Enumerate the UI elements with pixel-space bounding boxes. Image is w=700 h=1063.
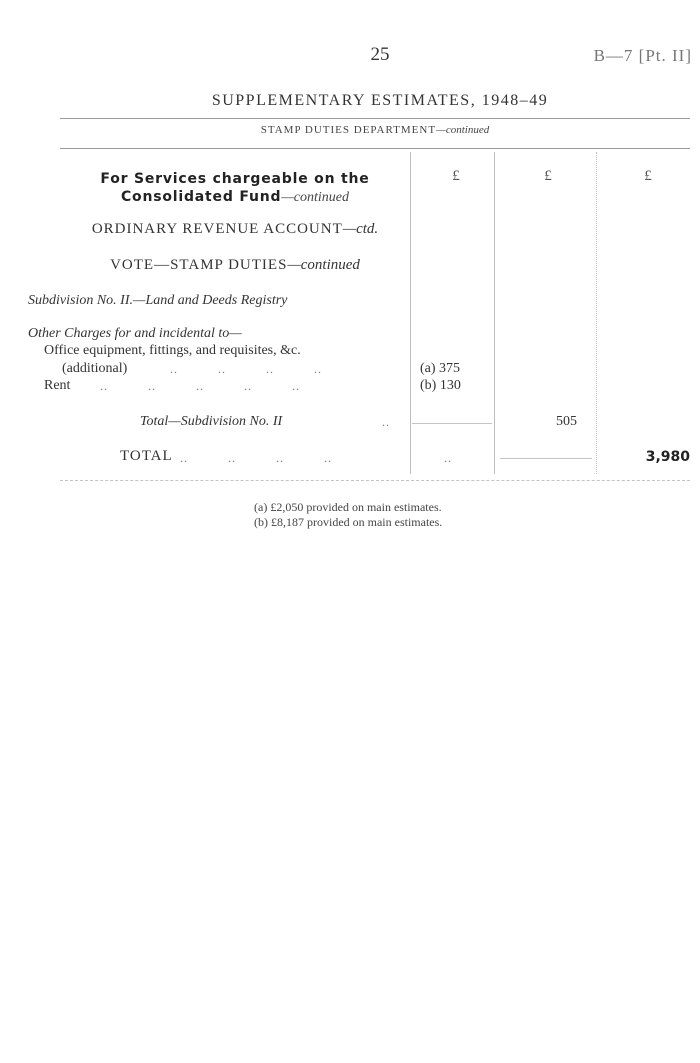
column-divider-1 [410, 152, 411, 474]
leader-dots-4: .. .. .. .. [180, 451, 332, 465]
vote-heading [60, 257, 410, 274]
amount-office-equipment: (a) 375 [420, 361, 461, 376]
account-suffix: —ctd. [342, 221, 379, 237]
leader-dots-3: .. [382, 415, 390, 429]
unit-column-3: £ [644, 168, 652, 184]
unit-column-2: £ [544, 168, 552, 184]
column-divider-3 [596, 152, 597, 474]
table-bottom-rule [60, 480, 690, 481]
page-number: 25 [370, 44, 390, 65]
subdivision-heading: Subdivision No. II.—Land and Deeds Registry [28, 293, 288, 308]
services-heading-suffix: —continued [281, 190, 350, 205]
column-divider-2 [494, 152, 495, 474]
subtotal-rule [412, 423, 492, 424]
department-suffix: —continued [436, 124, 490, 136]
total-column-1: .. [444, 451, 452, 465]
grand-total-amount: 3,980 [645, 449, 690, 465]
services-heading-line1: For Services chargeable on the [100, 171, 370, 187]
amount-rent: (b) 130 [420, 378, 461, 393]
total-label: TOTAL [120, 448, 173, 464]
footnote-b: (b) £8,187 provided on main estimates. [254, 515, 443, 529]
document-title: SUPPLEMENTARY ESTIMATES, 1948–49 [211, 92, 549, 109]
services-heading-fund: Consolidated Fund [120, 189, 282, 205]
subtotal-label: Total—Subdivision No. II [140, 414, 283, 429]
table-top-rule [60, 148, 690, 149]
services-heading [60, 170, 410, 207]
leader-dots-1: .. .. .. .. [170, 362, 322, 376]
item-office-equipment: Office equipment, fittings, and requisites, &c. [44, 343, 301, 358]
account-heading [60, 221, 410, 238]
item-office-equipment-additional: (additional) [62, 361, 128, 376]
vote-name: VOTE—STAMP DUTIES [110, 257, 288, 273]
subtotal-amount: 505 [556, 414, 577, 429]
services-heading-line2 [60, 188, 410, 207]
account-name: ORDINARY REVENUE ACCOUNT [91, 221, 343, 237]
footnote-a: (a) £2,050 provided on main estimates. [254, 500, 442, 514]
item-rent: Rent [44, 378, 71, 393]
department-heading [60, 124, 690, 136]
vote-suffix: —continued [287, 257, 360, 273]
title-rule [60, 118, 690, 119]
other-charges-heading: Other Charges for and incidental to— [28, 326, 242, 341]
page-reference: B—7 [Pt. II] [593, 46, 692, 65]
total-rule [500, 458, 592, 459]
department-name: STAMP DUTIES DEPARTMENT [260, 124, 437, 136]
unit-column-1: £ [452, 168, 460, 184]
leader-dots-2: .. .. .. .. .. [100, 379, 300, 393]
